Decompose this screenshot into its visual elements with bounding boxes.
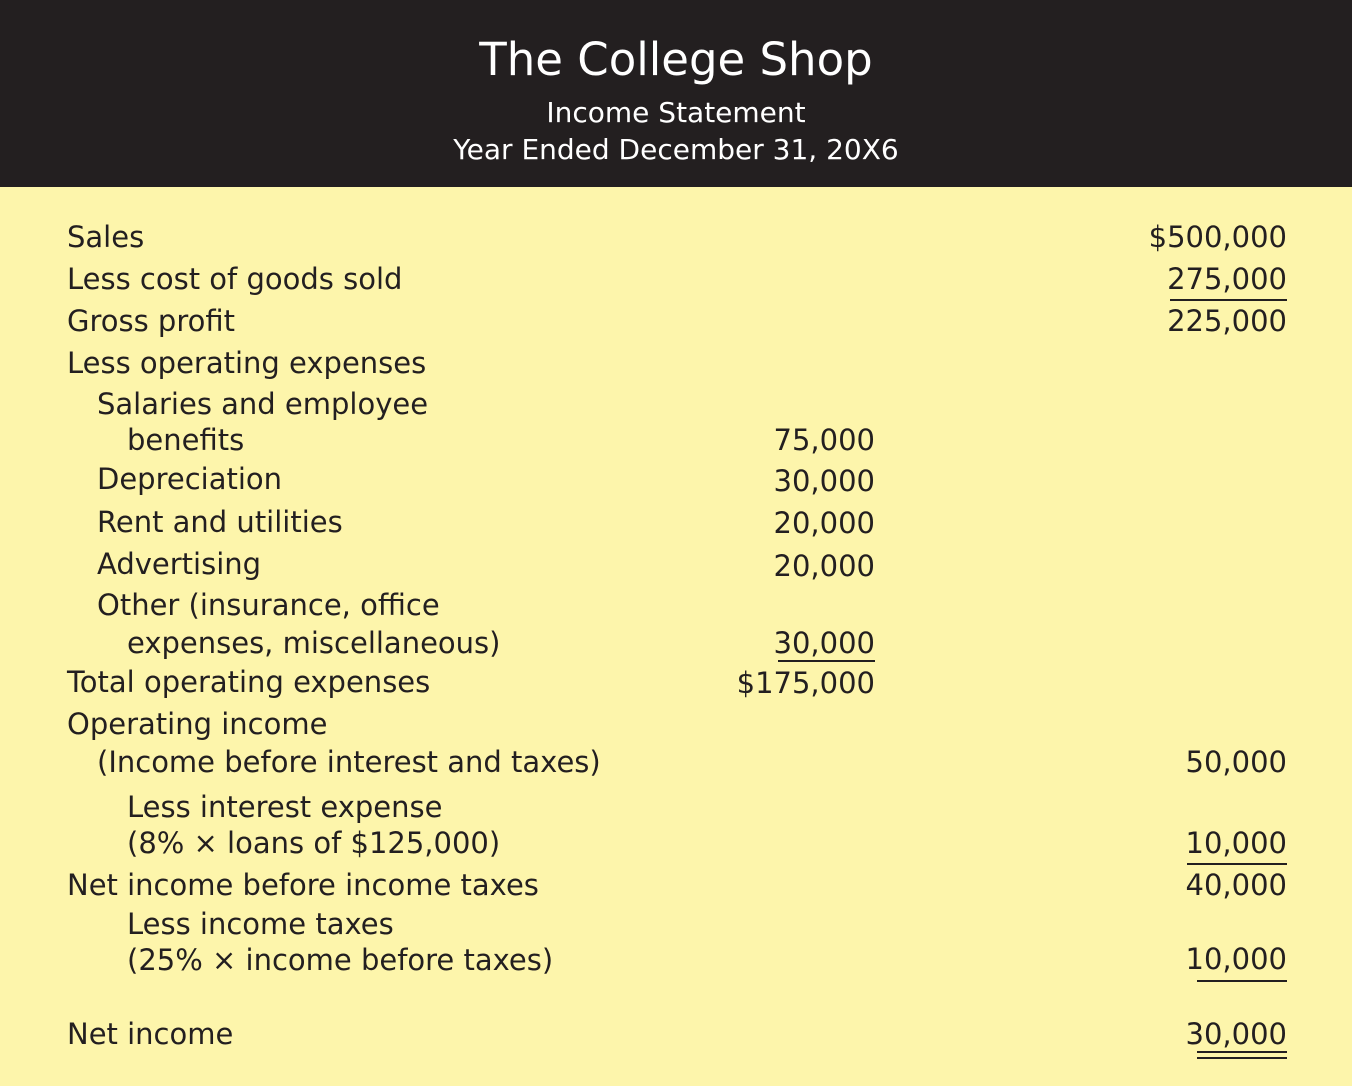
- depreciation-label: Depreciation: [97, 462, 283, 496]
- sales-amount: $500,000: [1148, 220, 1287, 254]
- taxes-label-line1: Less income taxes: [127, 907, 394, 941]
- interest-underline: [1187, 863, 1287, 865]
- advertising-amount: 20,000: [773, 549, 875, 583]
- salaries-label-line1: Salaries and employee: [97, 387, 429, 421]
- other-label-line1: Other (insurance, office: [97, 588, 440, 622]
- taxes-label-line2: (25% × income before taxes): [127, 943, 554, 977]
- salaries-amount: 75,000: [773, 423, 875, 457]
- rent-label: Rent and utilities: [97, 505, 343, 539]
- interest-label-line2: (8% × loans of $125,000): [127, 826, 501, 860]
- operating-income-label-line1: Operating income: [67, 707, 328, 741]
- other-amount: 30,000: [773, 626, 875, 660]
- net-income-double-underline: [1197, 1051, 1287, 1059]
- taxes-amount: 10,000: [1185, 942, 1287, 976]
- salaries-label-line2: benefits: [127, 423, 245, 457]
- company-name: The College Shop: [479, 33, 873, 86]
- rent-amount: 20,000: [773, 506, 875, 540]
- net-income-label: Net income: [67, 1017, 234, 1051]
- opex-heading: Less operating expenses: [67, 346, 427, 380]
- interest-label-line1: Less interest expense: [127, 790, 443, 824]
- taxes-underline: [1197, 980, 1287, 982]
- operating-income-label-line2: (Income before interest and taxes): [97, 745, 601, 779]
- depreciation-amount: 30,000: [773, 464, 875, 498]
- gross-profit-label: Gross profit: [67, 304, 236, 338]
- cogs-label: Less cost of goods sold: [67, 262, 403, 296]
- net-income-amount: 30,000: [1185, 1017, 1287, 1051]
- statement-title: Income Statement: [546, 96, 806, 129]
- pretax-amount: 40,000: [1185, 868, 1287, 902]
- other-underline: [778, 660, 875, 662]
- total-opex-label: Total operating expenses: [67, 665, 431, 699]
- sales-label: Sales: [67, 220, 145, 254]
- other-label-line2: expenses, miscellaneous): [127, 626, 501, 660]
- total-opex-amount: $175,000: [736, 666, 875, 700]
- statement-period: Year Ended December 31, 20X6: [453, 133, 899, 166]
- pretax-label: Net income before income taxes: [67, 868, 539, 902]
- statement-header: [0, 0, 1352, 187]
- cogs-amount: 275,000: [1167, 262, 1287, 296]
- cogs-underline: [1170, 299, 1287, 301]
- gross-profit-amount: 225,000: [1167, 304, 1287, 338]
- interest-amount: 10,000: [1185, 826, 1287, 860]
- advertising-label: Advertising: [97, 547, 262, 581]
- operating-income-amount: 50,000: [1185, 745, 1287, 779]
